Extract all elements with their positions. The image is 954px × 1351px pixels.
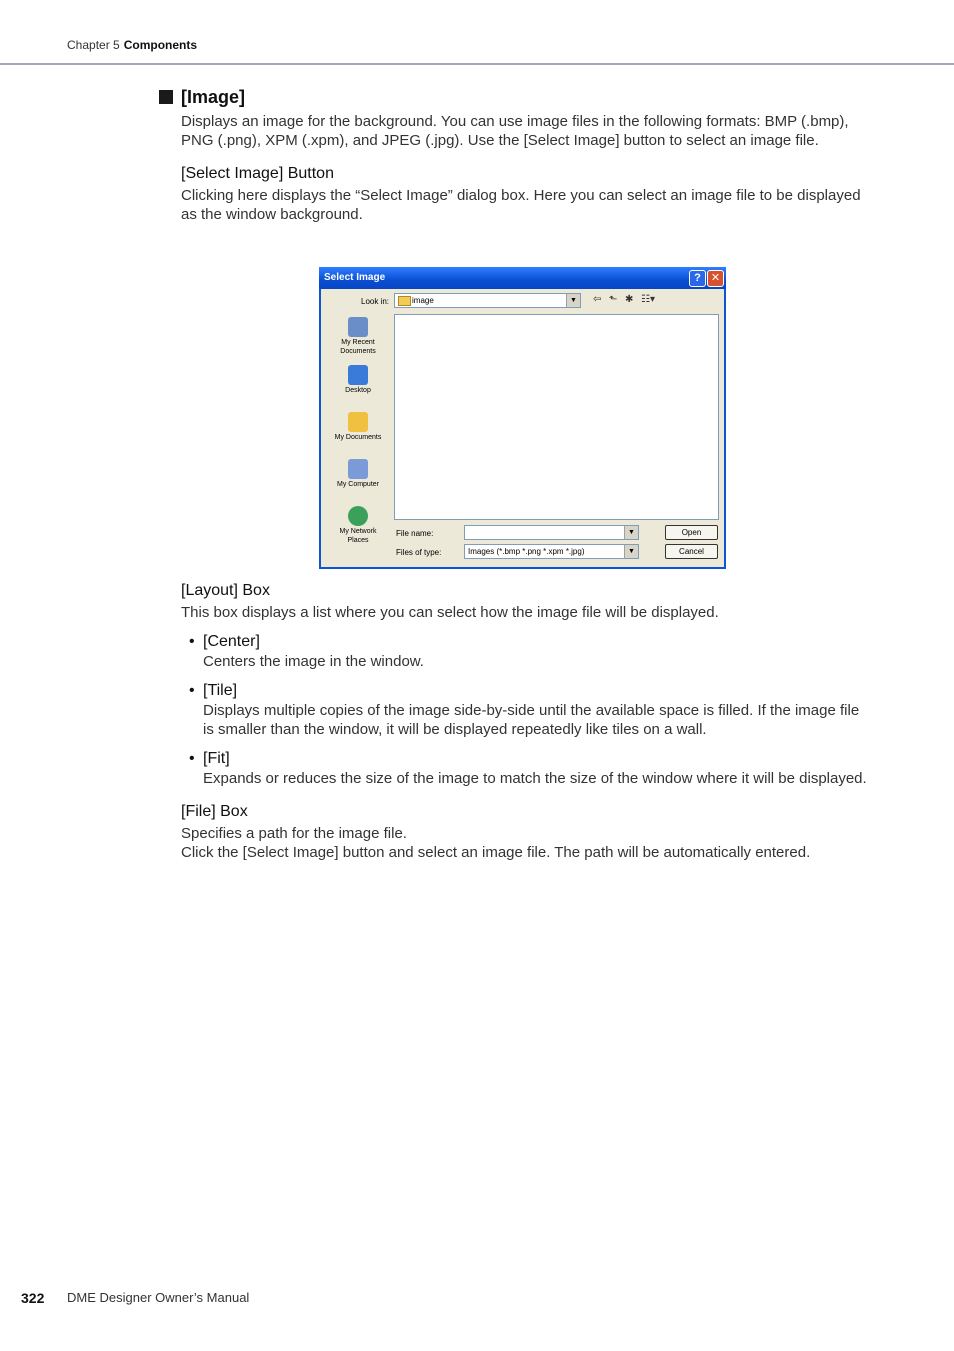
intro-paragraph: Displays an image for the background. You can use image files in the following formats: BMP (.bmp), PNG (.png), XPM (.xpm), and JPEG (.jpg). Use the [Select Image] button to select an image file.: [181, 113, 849, 149]
file-paragraph-1: Specifies a path for the image file.: [181, 825, 407, 842]
place-label: My Computer: [336, 481, 379, 488]
section-label: Components: [123, 38, 198, 52]
cancel-button[interactable]: Cancel: [665, 544, 718, 559]
recent-documents-icon: [348, 317, 368, 337]
network-places-icon: [348, 506, 368, 526]
file-paragraph-2: Click the [Select Image] button and select an image file. The path will be automatically entered.: [181, 844, 811, 861]
section-heading: [181, 86, 871, 108]
option-desc: Expands or reduces the size of the image to match the size of the window where it will be displayed.: [203, 770, 867, 787]
place-label: My Network Places: [339, 528, 377, 544]
up-folder-icon[interactable]: ⬑: [609, 294, 618, 305]
dropdown-arrow-icon[interactable]: ▼: [624, 526, 638, 539]
place-my-documents[interactable]: [325, 412, 391, 442]
dialog-titlebar: [319, 267, 726, 289]
file-heading: [File] Box: [181, 803, 248, 820]
view-menu-icon[interactable]: ☷▾: [641, 294, 655, 305]
my-computer-icon: [348, 459, 368, 479]
page-number: 322: [21, 1290, 45, 1306]
layout-paragraph: This box displays a list where you can select how the image file will be displayed.: [181, 604, 719, 621]
place-network[interactable]: [325, 506, 391, 545]
my-documents-icon: [348, 412, 368, 432]
look-in-combo[interactable]: [394, 293, 581, 308]
option-desc: Centers the image in the window.: [203, 653, 424, 670]
look-in-value: image: [412, 296, 434, 305]
open-button[interactable]: Open: [665, 525, 718, 540]
dropdown-arrow-icon[interactable]: ▼: [624, 545, 638, 558]
place-label: Desktop: [345, 387, 371, 394]
layout-heading: [Layout] Box: [181, 582, 270, 599]
new-folder-icon[interactable]: ✱: [625, 294, 634, 305]
option-desc: Displays multiple copies of the image side-by-side until the available space is filled. If the image file is smaller than the window, it will be displayed repeatedly like tiles on a wall.: [203, 702, 860, 738]
layout-option-center: [203, 632, 871, 671]
select-image-heading: [Select Image] Button: [181, 165, 334, 182]
places-bar: [325, 313, 391, 567]
option-name: [Tile]: [203, 682, 238, 699]
section-title: [Image]: [181, 87, 246, 107]
dialog-body: [321, 289, 724, 567]
dialog-title: Select Image: [324, 272, 386, 283]
place-desktop[interactable]: [325, 365, 391, 395]
option-name: [Fit]: [203, 750, 230, 767]
layout-option-fit: [203, 749, 871, 788]
back-icon[interactable]: ⇦: [593, 294, 602, 305]
square-bullet-icon: [159, 90, 173, 104]
chapter-label: Chapter 5: [67, 38, 120, 52]
place-label: My Recent Documents: [340, 339, 376, 355]
file-list[interactable]: [394, 314, 719, 520]
place-recent[interactable]: [325, 317, 391, 356]
file-name-label: File name:: [396, 529, 434, 538]
place-label: My Documents: [334, 434, 382, 441]
folder-icon: [398, 296, 411, 306]
dropdown-arrow-icon[interactable]: ▼: [566, 294, 580, 307]
manual-title: DME Designer Owner’s Manual: [67, 1290, 250, 1305]
place-my-computer[interactable]: [325, 459, 391, 489]
header-rule: [0, 63, 954, 65]
close-button[interactable]: ✕: [707, 270, 724, 287]
files-of-type-select[interactable]: Images (*.bmp *.png *.xpm *.jpg) ▼: [464, 544, 639, 559]
option-name: [Center]: [203, 633, 260, 650]
file-name-input[interactable]: [464, 525, 639, 540]
running-header: [67, 38, 197, 52]
select-image-paragraph: Clicking here displays the “Select Image” dialog box. Here you can select an image file to be displayed as the window background.: [181, 187, 861, 223]
layout-option-tile: [203, 681, 871, 739]
select-image-dialog: [319, 267, 726, 569]
help-button[interactable]: ?: [689, 270, 706, 287]
look-in-label: Look in:: [361, 297, 390, 306]
desktop-icon: [348, 365, 368, 385]
files-of-type-label: Files of type:: [396, 548, 442, 557]
